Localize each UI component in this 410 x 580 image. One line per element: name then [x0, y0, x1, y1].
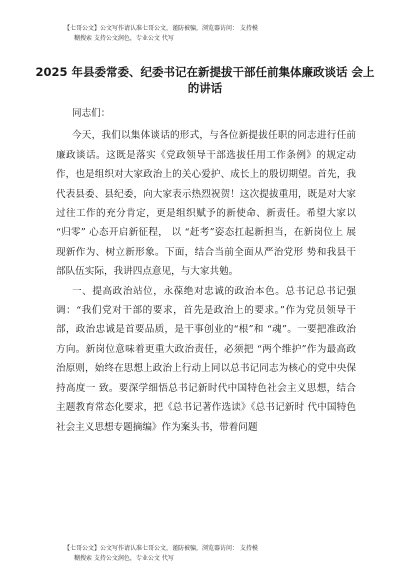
document-body — [56, 104, 356, 437]
header-line-1: 【七哥公文】公文写作请认准七哥公文，谨防被骗，浏览器访问： 支持模 — [64, 25, 258, 32]
document-title: 2025 年县委常委、纪委书记在新提拔干部任前集体廉政谈话 会上的讲话 — [35, 65, 375, 95]
footer-line-1: 【七哥公文】公文写作请认准七哥公文，谨防被骗，浏览器访问： 支持模 — [64, 545, 258, 552]
page-header — [64, 24, 364, 44]
header-line-2: 糊搜索 支持公文润色，专业公文 代写 — [74, 35, 174, 42]
footer-line-2: 糊搜索 支持公文润色，专业公文 代写 — [74, 555, 174, 562]
body-paragraph: 今天，我们以集体谈话的形式，与各位新提拔任职的同志进行任前廉政谈话。这既是落实《党政领导干部选拔任用工作条例》的规定动作，也是组织对大家政治上的关心爱护、成长上的殷切期望。首先，我代表县委、县纪委，向大家表示热烈祝贺！这次提拔重用，既是对大家过往工作的充分肯定，更是组织赋予的新使命、新责任。希望大家以 “归零” 心态开启新征程， 以 “赶考”姿态扛起新担当，在新岗位上 展现新作为、树立新形象。下面，结合当前全面从严治党形 势和我县干部队伍实际，我讲四点意见，与大家共勉。 — [56, 130, 356, 278]
page-footer — [64, 544, 364, 564]
greeting-paragraph: 同志们： — [72, 108, 111, 119]
body-paragraph: 一、提高政治站位，永葆绝对忠诚的政治本色。总书记总书记强调：“我们党对干部的要求，首先是政治上的要求。”作为党员领导干部，政治忠诚是首要品质，是干事创业的“根”和 “魂”。一要把准政治方向。新岗位意味着更重大政治责任，必须把 “两个维护”作为最高政治原则，始终在思想上政治上行动上同以总书记同志为核心的党中央保持高度一 致。要深学细悟总书记新时代中国特色社会主义思想，结合 主题教育常态化要求，把《总书记著作选读》《总书记新时 代中国特色社会主义思想专题摘编》作为案头书，带着问题 — [56, 285, 356, 433]
